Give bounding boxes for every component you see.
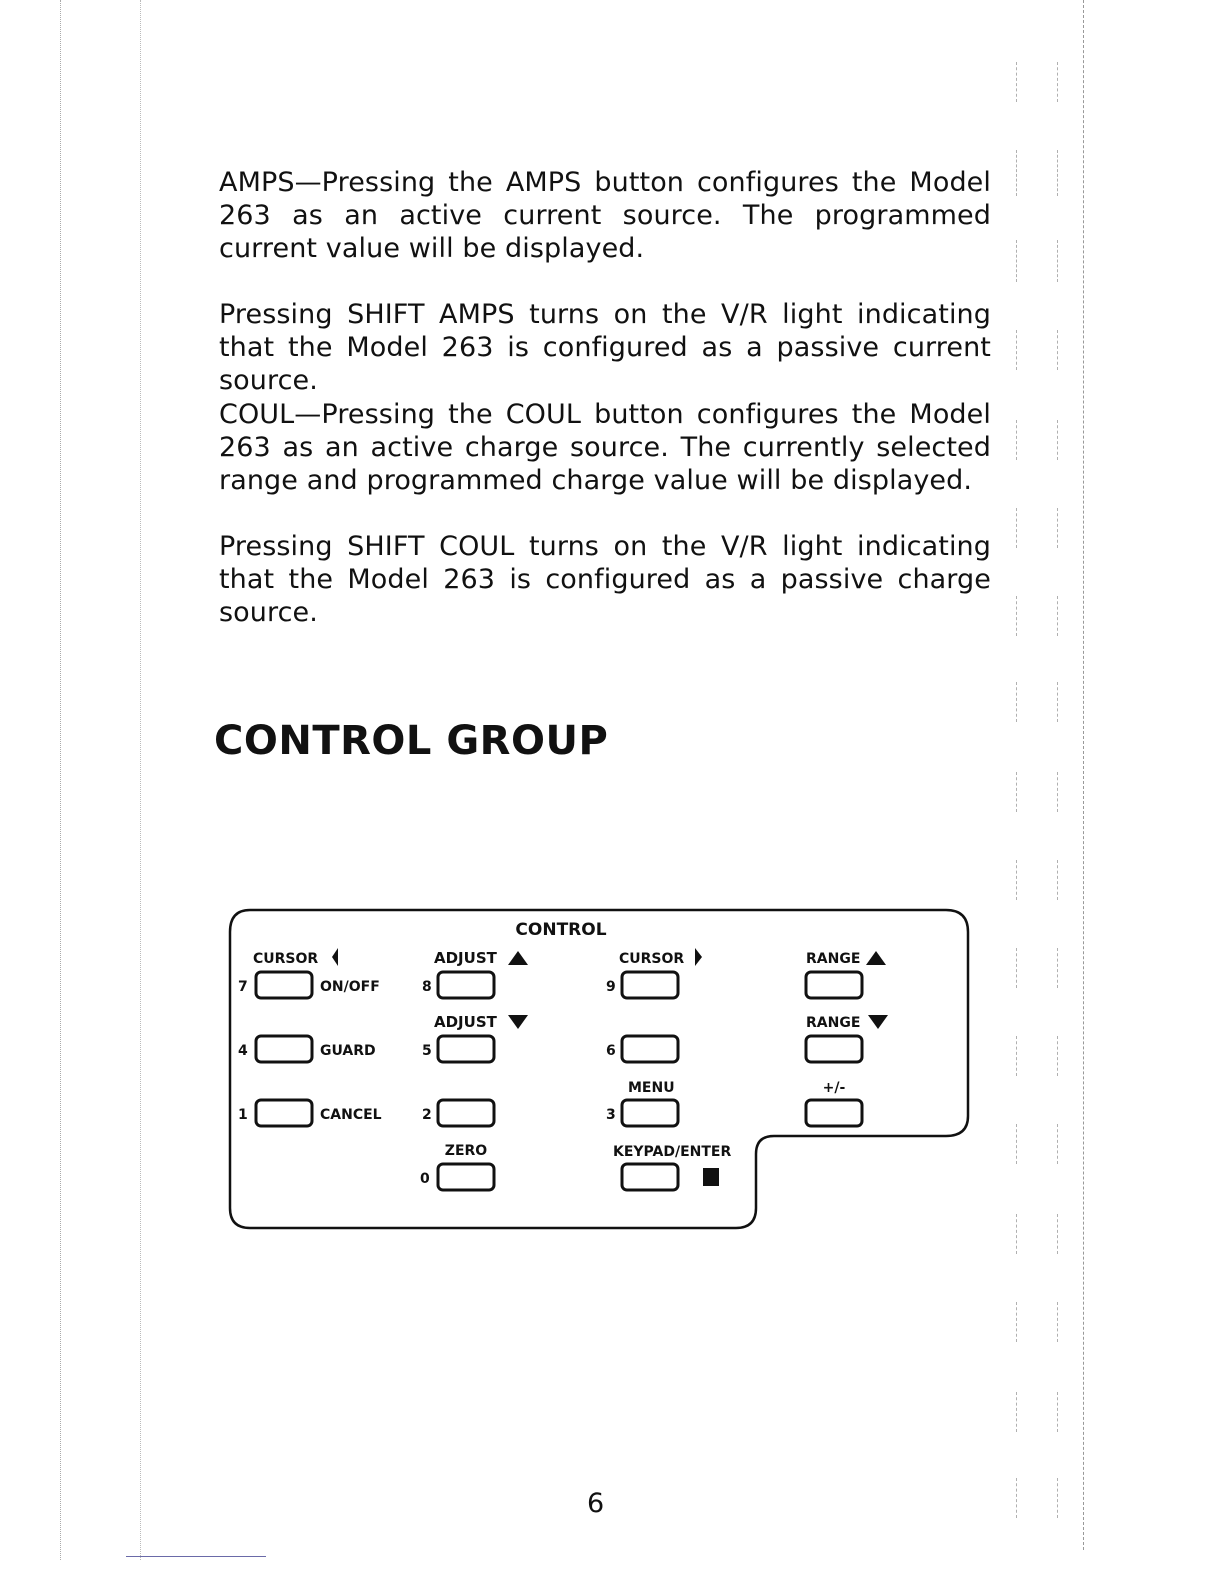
range-up-arrow-icon: [866, 951, 886, 965]
label-on-off: ON/OFF: [320, 979, 380, 995]
control-group-heading: CONTROL GROUP: [214, 718, 609, 764]
panel-title: CONTROL: [515, 920, 607, 940]
button-range-up: [806, 972, 862, 998]
digit-6: 6: [606, 1043, 616, 1059]
cursor-right-arrow-icon: [695, 948, 702, 966]
label-cursor-right: CURSOR: [619, 951, 685, 967]
button-range-down: [806, 1036, 862, 1062]
digit-3: 3: [606, 1107, 616, 1123]
label-cancel: CANCEL: [320, 1107, 382, 1123]
shift-coul-paragraph: Pressing SHIFT COUL turns on the V/R light indicating that the Model 263 is configured as a passive charge source.: [219, 531, 991, 628]
amps-paragraph: AMPS—Pressing the AMPS button configures the Model 263 as an active current source. The programmed current value will be displayed.: [219, 167, 991, 264]
button-0-zero: [438, 1164, 494, 1190]
label-zero: ZERO: [444, 1143, 488, 1159]
button-5-adjust-down: [438, 1036, 494, 1062]
label-guard: GUARD: [320, 1043, 376, 1059]
label-range-up: RANGE: [806, 951, 861, 967]
button-1-cancel: [256, 1100, 312, 1126]
label-range-down: RANGE: [806, 1015, 861, 1031]
button-2: [438, 1100, 494, 1126]
coul-paragraph: COUL—Pressing the COUL button configures the Model 263 as an active charge source. The currently selected range and programmed charge value will be displayed.: [219, 399, 991, 496]
button-6: [622, 1036, 678, 1062]
label-menu: MENU: [628, 1080, 675, 1096]
range-down-arrow-icon: [868, 1015, 888, 1029]
digit-7: 7: [238, 979, 248, 995]
button-7-on-off: [256, 972, 312, 998]
button-8-adjust-up: [438, 972, 494, 998]
adjust-down-arrow-icon: [508, 1015, 528, 1029]
digit-0: 0: [420, 1171, 430, 1187]
label-adjust-down: ADJUST: [434, 1013, 497, 1031]
label-plus-minus: +/-: [822, 1080, 846, 1096]
label-adjust-up: ADJUST: [434, 949, 497, 967]
button-plus-minus: [806, 1100, 862, 1126]
cursor-left-arrow-icon: [332, 948, 338, 966]
button-keypad-enter: [622, 1164, 678, 1190]
keypad-indicator-light: [703, 1168, 719, 1186]
label-keypad-enter: KEYPAD/ENTER: [613, 1144, 732, 1160]
button-9-cursor-right: [622, 972, 678, 998]
digit-1: 1: [238, 1107, 248, 1123]
digit-5: 5: [422, 1043, 432, 1059]
button-4-guard: [256, 1036, 312, 1062]
digit-2: 2: [422, 1107, 432, 1123]
digit-4: 4: [238, 1043, 248, 1059]
label-cursor-left: CURSOR: [253, 951, 319, 967]
digit-8: 8: [422, 979, 432, 995]
button-3-menu: [622, 1100, 678, 1126]
adjust-up-arrow-icon: [508, 951, 528, 965]
digit-9: 9: [606, 979, 616, 995]
page-number: 6: [587, 1488, 605, 1519]
shift-amps-paragraph: Pressing SHIFT AMPS turns on the V/R light indicating that the Model 263 is configured as a passive current source.: [219, 299, 991, 396]
